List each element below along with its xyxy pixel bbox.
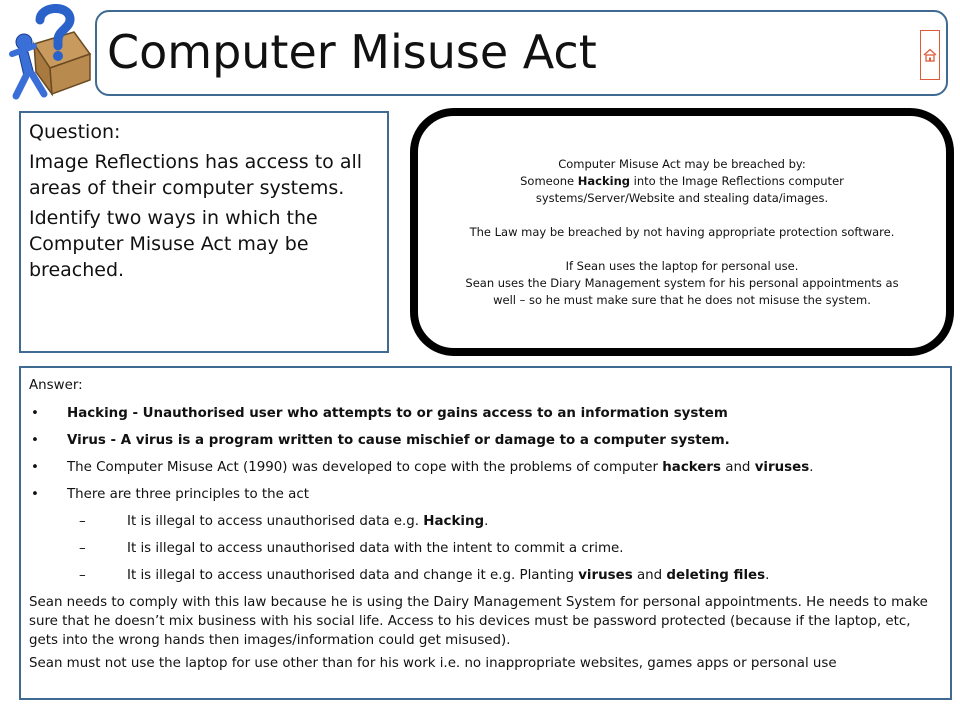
question-box: [19, 111, 389, 353]
bullet-icon: •: [31, 406, 39, 421]
sub-list-item: – It is illegal to access unauthorised data and change it e.g. Planting viruses and deleting files.: [29, 566, 940, 585]
note-line: Computer Misuse Act may be breached by:: [558, 156, 806, 171]
title-bar: [95, 10, 948, 96]
sub-list-item: – It is illegal to access unauthorised data with the intent to commit a crime.: [29, 539, 940, 558]
list-item: • The Computer Misuse Act (1990) was developed to cope with the problems of computer hackers and viruses.: [31, 460, 814, 475]
answer-label: Answer:: [29, 378, 83, 393]
list-item: • There are three principles to the act: [31, 487, 309, 502]
question-text-1: Image Reflections has access to all areas of their computer systems.: [29, 151, 363, 199]
question-label: Question:: [29, 121, 121, 143]
note-line: Sean uses the Diary Management system for his personal appointments as: [465, 275, 899, 290]
breach-notes-box: [410, 108, 954, 356]
bullet-icon: •: [31, 460, 39, 475]
dash-icon: –: [79, 568, 86, 583]
home-icon: [923, 48, 937, 62]
note-line: well – so he must make sure that he does not misuse the system.: [493, 292, 871, 307]
note-line: The Law may be breached by not having appropriate protection software.: [469, 224, 895, 239]
note-line: Someone Hacking into the Image Reflections computer: [520, 173, 844, 188]
dash-icon: –: [79, 541, 86, 556]
bullet-icon: •: [31, 433, 39, 448]
dash-icon: –: [79, 514, 86, 529]
note-line: systems/Server/Website and stealing data/images.: [535, 190, 829, 205]
page-title: Computer Misuse Act: [107, 25, 597, 79]
list-item: • Hacking - Unauthorised user who attempts to or gains access to an information system: [31, 406, 728, 421]
home-button[interactable]: [920, 30, 940, 80]
question-text-2: Identify two ways in which the Computer Misuse Act may be breached.: [29, 207, 318, 281]
sub-list-item: – It is illegal to access unauthorised data e.g. Hacking.: [29, 512, 940, 531]
answer-paragraph: Sean must not use the laptop for use other than for his work i.e. no inappropriate websites, games apps or personal use: [29, 656, 837, 671]
question-figure-logo: [4, 2, 96, 102]
answer-box: [19, 366, 952, 700]
answer-paragraph: Sean needs to comply with this law because he is using the Dairy Management System for personal appointments. He needs to make sure that he doesn’t mix business with his social life. Access to his devices must be password protected (because if the laptop, etc, gets into the wrong hands then images/information could get misused).: [29, 595, 928, 648]
note-line: If Sean uses the laptop for personal use.: [565, 258, 799, 273]
bullet-icon: •: [31, 487, 39, 502]
list-item: • Virus - A virus is a program written to cause mischief or damage to a computer system.: [31, 433, 730, 448]
